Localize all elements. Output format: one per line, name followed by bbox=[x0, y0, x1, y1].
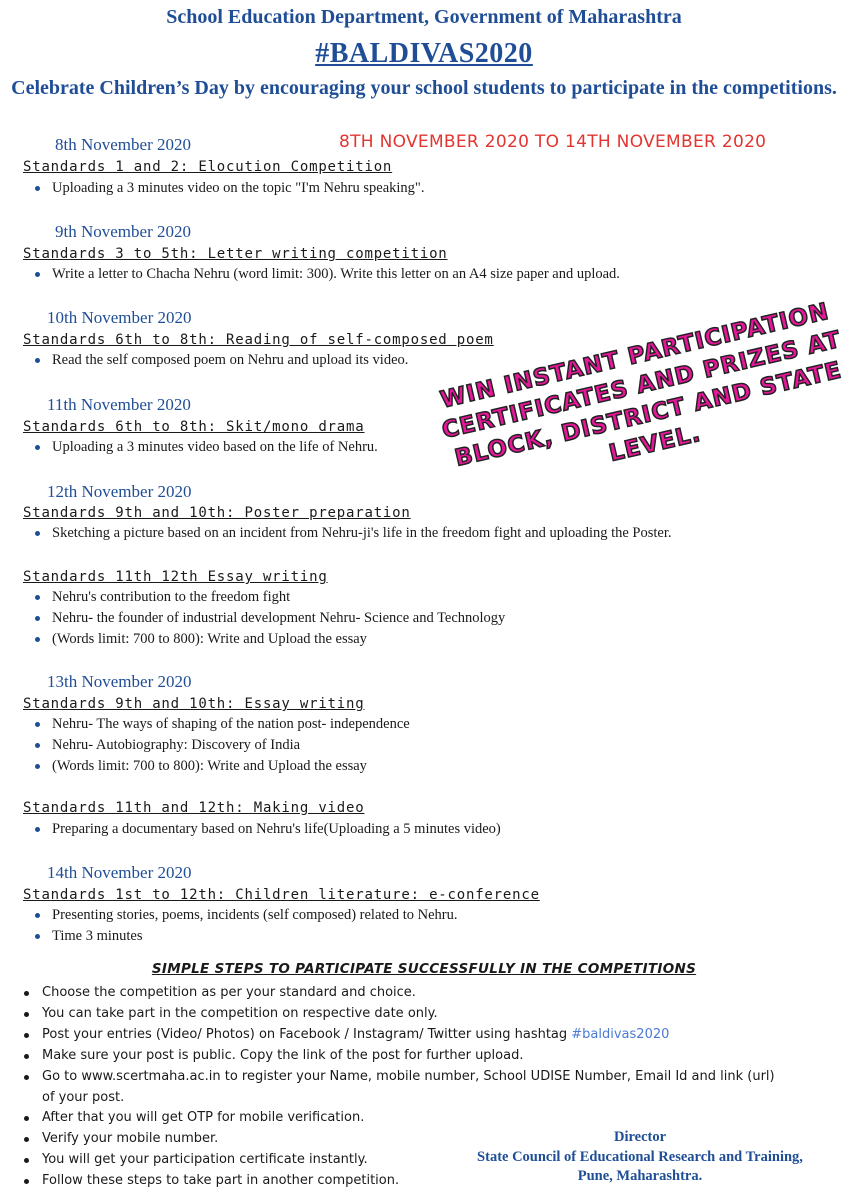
schedule-list bbox=[33, 587, 505, 650]
standard-heading: Standards 9th and 10th: Essay writing bbox=[23, 696, 365, 712]
schedule-date: 8th November 2020 bbox=[55, 135, 191, 154]
standard-heading: Standards 6th to 8th: Skit/mono drama bbox=[23, 419, 365, 435]
schedule-date: 11th November 2020 bbox=[47, 395, 191, 414]
list-item: Preparing a documentary based on Nehru's life(Uploading a 5 minutes video) bbox=[33, 819, 501, 840]
list-item: Uploading a 3 minutes video on the topic "I'm Nehru speaking". bbox=[33, 178, 424, 199]
list-item: (Words limit: 700 to 800): Write and Upload the essay bbox=[33, 756, 410, 777]
step-item: Make sure your post is public. Copy the link of the post for further upload. bbox=[22, 1046, 782, 1067]
schedule-list bbox=[33, 178, 424, 199]
standard-heading: Standards 6th to 8th: Reading of self-composed poem bbox=[23, 332, 494, 348]
schedule-list bbox=[33, 523, 672, 544]
standard-heading: Standards 11th and 12th: Making video bbox=[23, 800, 365, 816]
list-item: Nehru- The ways of shaping of the nation post- independence bbox=[33, 714, 410, 735]
hashtag-title: #BALDIVAS2020 bbox=[315, 38, 533, 69]
steps-heading: SIMPLE STEPS TO PARTICIPATE SUCCESSFULLY IN THE COMPETITIONS bbox=[151, 961, 697, 977]
step-item: You will get your participation certificate instantly. bbox=[22, 1150, 782, 1171]
schedule-list bbox=[33, 350, 408, 371]
prize-promo-text: WIN INSTANT PARTICIPATION CERTIFICATES AND PRIZES AT BLOCK, DISTRICT AND STATE LEVEL. bbox=[438, 298, 845, 472]
list-item: Nehru- Autobiography: Discovery of India bbox=[33, 735, 410, 756]
subtitle: Celebrate Children’s Day by encouraging your school students to participate in the competitions. bbox=[11, 77, 837, 99]
schedule-date: 10th November 2020 bbox=[47, 308, 192, 327]
step-item bbox=[22, 1025, 782, 1046]
list-item: (Words limit: 700 to 800): Write and Upload the essay bbox=[33, 629, 505, 650]
step-item: Go to www.scertmaha.ac.in to register your Name, mobile number, School UDISE Number, Email Id and link (url) of your post. bbox=[22, 1067, 782, 1109]
standard-heading: Standards 9th and 10th: Poster preparation bbox=[23, 505, 411, 521]
list-item: Sketching a picture based on an incident from Nehru-ji's life in the freedom fight and uploading the Poster. bbox=[33, 523, 672, 544]
schedule-date: 9th November 2020 bbox=[55, 222, 191, 241]
list-item: Nehru's contribution to the freedom fight bbox=[33, 587, 505, 608]
step-item: Follow these steps to take part in another competition. bbox=[22, 1171, 782, 1192]
standard-heading: Standards 3 to 5th: Letter writing competition bbox=[23, 246, 448, 262]
standard-heading: Standards 1 and 2: Elocution Competition bbox=[23, 159, 393, 175]
list-item: Time 3 minutes bbox=[33, 926, 458, 947]
schedule-list bbox=[33, 714, 410, 777]
schedule-list bbox=[33, 264, 620, 285]
schedule-date: 14th November 2020 bbox=[47, 863, 192, 882]
schedule-list bbox=[33, 437, 378, 458]
schedule-date: 12th November 2020 bbox=[47, 482, 192, 501]
schedule-list bbox=[33, 819, 501, 840]
standard-heading: Standards 1st to 12th: Children literature: e-conference bbox=[23, 887, 540, 903]
schedule-date: 13th November 2020 bbox=[47, 672, 192, 691]
department-heading: School Education Department, Government of Maharashtra bbox=[166, 6, 682, 28]
director-org: State Council of Educational Research and Training, bbox=[477, 1148, 803, 1165]
list-item: Write a letter to Chacha Nehru (word limit: 300). Write this letter on an A4 size paper and upload. bbox=[33, 264, 620, 285]
step-item: Choose the competition as per your standard and choice. bbox=[22, 983, 782, 1004]
hashtag-link[interactable]: #baldivas2020 bbox=[571, 1026, 670, 1042]
director-place: Pune, Maharashtra. bbox=[577, 1168, 703, 1184]
list-item: Read the self composed poem on Nehru and upload its video. bbox=[33, 350, 408, 371]
list-item: Presenting stories, poems, incidents (self composed) related to Nehru. bbox=[33, 905, 458, 926]
standard-heading: Standards 11th 12th Essay writing bbox=[23, 569, 328, 585]
list-item: Uploading a 3 minutes video based on the life of Nehru. bbox=[33, 437, 378, 458]
step-item: After that you will get OTP for mobile verification. bbox=[22, 1108, 782, 1129]
step-item: You can take part in the competition on respective date only. bbox=[22, 1004, 782, 1025]
date-range: 8TH NOVEMBER 2020 TO 14TH NOVEMBER 2020 bbox=[339, 132, 767, 152]
schedule-list bbox=[33, 905, 458, 947]
director-signature bbox=[445, 1128, 835, 1187]
step-item: Verify your mobile number. bbox=[22, 1129, 782, 1150]
list-item: Nehru- the founder of industrial development Nehru- Science and Technology bbox=[33, 608, 505, 629]
director-title: Director bbox=[613, 1129, 667, 1145]
step-text: Post your entries (Video/ Photos) on Facebook / Instagram/ Twitter using hashtag bbox=[42, 1026, 572, 1042]
